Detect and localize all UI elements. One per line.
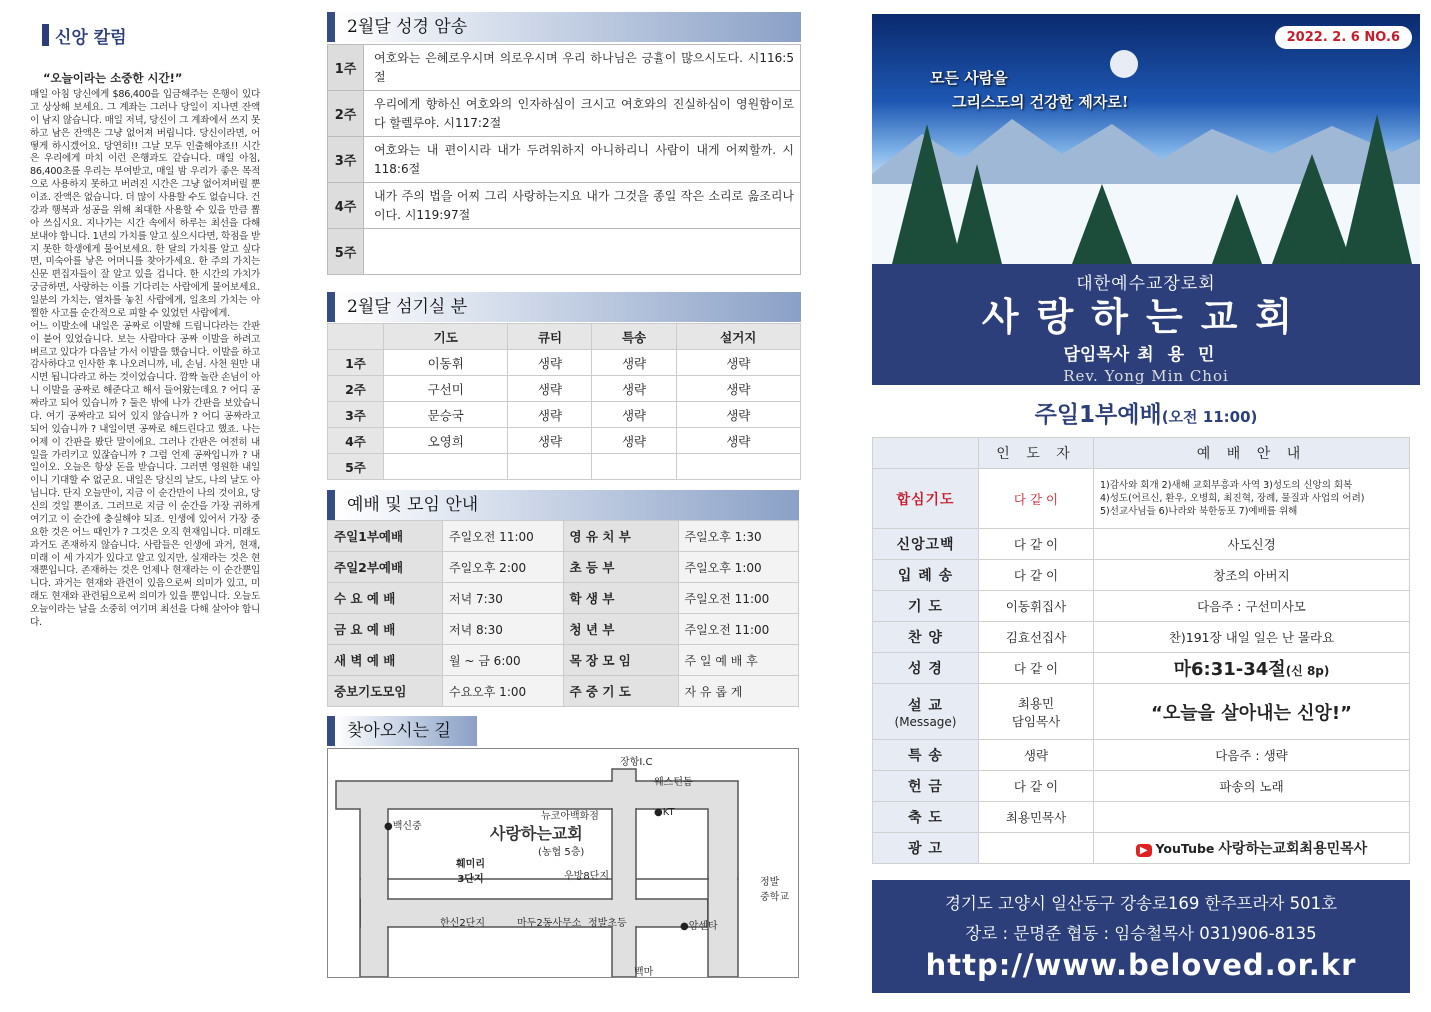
- verse-row: [328, 183, 801, 229]
- verse-row: [328, 91, 801, 137]
- worship-title: [872, 396, 1420, 429]
- meetings-heading-text: 예배 및 모임 안내: [347, 495, 479, 515]
- servers-cell: 생략: [508, 376, 592, 402]
- order-info: [1094, 833, 1410, 864]
- order-leader: [979, 529, 1094, 560]
- servers-cell: 생략: [592, 402, 676, 428]
- order-item-name: [873, 684, 979, 740]
- map-label: 정발초등: [588, 918, 627, 929]
- meeting-name: 수 요 예 배: [328, 583, 443, 614]
- map-label: 한신2단지: [440, 918, 486, 929]
- order-item-label: 합심기도: [896, 491, 955, 508]
- meeting-row: [328, 614, 799, 645]
- worship-time: (오전 11:00): [1161, 408, 1258, 426]
- order-leader-name: 이동휘집사: [1005, 599, 1067, 614]
- order-item-name: [873, 802, 979, 833]
- order-leader: [979, 622, 1094, 653]
- meeting-name: 주일2부예배: [328, 552, 443, 583]
- meeting-time: 주일오전 11:00: [678, 614, 799, 645]
- order-leader: [979, 653, 1094, 684]
- order-leader: [979, 684, 1094, 740]
- order-item-name: [873, 469, 979, 529]
- worship-order-table: [872, 437, 1410, 864]
- servers-heading: [327, 292, 801, 322]
- order-info: [1094, 771, 1410, 802]
- meeting-name: 중보기도모임: [328, 676, 443, 707]
- meeting-time: 주일오후 1:30: [678, 521, 799, 552]
- servers-cell: 생략: [508, 428, 592, 454]
- meeting-time: 주일오전 11:00: [678, 583, 799, 614]
- map-label: 백마: [634, 967, 654, 978]
- meeting-name: 주일1부예배: [328, 521, 443, 552]
- order-info-text: 마6:31-34절: [1173, 659, 1286, 680]
- servers-cell: [508, 454, 592, 480]
- order-leader-title: 담임목사: [1011, 713, 1061, 729]
- order-info: [1094, 684, 1410, 740]
- meeting-name: 학 생 부: [563, 583, 678, 614]
- meeting-time: 저녁 7:30: [443, 583, 564, 614]
- order-col-header: 예 배 안 내: [1094, 438, 1410, 469]
- servers-cell: 생략: [592, 428, 676, 454]
- order-info-text: 창조의 아버지: [1213, 568, 1290, 583]
- order-info-text: 파송의 노래: [1219, 779, 1284, 794]
- meetings-heading: [327, 490, 799, 520]
- denomination: 대한예수교장로회: [1076, 274, 1216, 294]
- order-info-text: 1)감사와 회개 2)새해 교회부흥과 사역 3)성도의 신앙의 회복 4)성도(어르신, 환우, 오병희, 최진혁, 장례, 물질과 사업의 어려) 5)선교사님들 6)나라와 북한동포 7)예배를 위해: [1100, 480, 1365, 517]
- slogan-line: 모든 사람을: [930, 69, 1008, 87]
- map-label: ●KT: [654, 807, 675, 818]
- meeting-time: 자 유 롭 게: [678, 676, 799, 707]
- order-item-label: 광 고: [908, 841, 943, 857]
- order-info: [1094, 560, 1410, 591]
- servers-col-header: 설거지: [676, 324, 800, 350]
- servers-cell: 문승국: [384, 402, 508, 428]
- order-leader-name: 최용민: [1017, 695, 1055, 711]
- faith-column: [30, 22, 260, 630]
- meeting-name: 주 중 기 도: [563, 676, 678, 707]
- servers-heading-text: 2월달 섬기실 분: [347, 297, 468, 317]
- servers-week: 4주: [328, 428, 384, 454]
- servers-week: 1주: [328, 350, 384, 376]
- pastor-english: Rev. Yong Min Choi: [1063, 367, 1229, 385]
- map-label: ●암센타: [680, 921, 718, 932]
- servers-week: 2주: [328, 376, 384, 402]
- servers-row: [328, 454, 801, 480]
- verse-text: 우리에게 향하신 여호와의 인자하심이 크시고 여호와의 진실하심이 영원함이로다 할렐루야. 시117:2절: [364, 91, 801, 137]
- meeting-name: 새 벽 예 배: [328, 645, 443, 676]
- meeting-row: [328, 676, 799, 707]
- column-title: “오늘이라는 소중한 시간!”: [43, 71, 183, 85]
- order-item-label: 입 례 송: [897, 568, 954, 584]
- servers-week: 5주: [328, 454, 384, 480]
- servers-cell: [676, 454, 800, 480]
- map-label: 마두2동사무소: [517, 918, 582, 929]
- verse-week: 1주: [328, 45, 364, 91]
- servers-row: [328, 428, 801, 454]
- map-roads: [328, 749, 798, 977]
- order-row: [873, 740, 1410, 771]
- order-info-small: (신 8p): [1285, 664, 1330, 678]
- servers-cell: [592, 454, 676, 480]
- map-label: 우방8단지: [564, 871, 610, 882]
- verse-text: 여호와는 은혜로우시며 의로우시며 우리 하나님은 긍휼이 많으시도다. 시116:5절: [364, 45, 801, 91]
- map-church-label: 사랑하는교회: [490, 824, 583, 843]
- map-label: 장항I.C: [620, 757, 653, 768]
- order-row: [873, 529, 1410, 560]
- meetings-table: [327, 520, 799, 707]
- verse-week: 3주: [328, 137, 364, 183]
- youtube-brand: YouTube: [1155, 841, 1215, 856]
- map-label: 훼미리 3단지: [456, 859, 485, 885]
- servers-row: [328, 402, 801, 428]
- verse-text: [364, 229, 801, 275]
- website-link[interactable]: http://www.beloved.or.kr: [925, 948, 1357, 982]
- column-heading: [42, 22, 260, 48]
- order-info-text: 사랑하는교회최용민목사: [1218, 841, 1368, 857]
- order-item-name: [873, 653, 979, 684]
- order-item-name: [873, 622, 979, 653]
- order-row: [873, 560, 1410, 591]
- map-label: ●백신중: [384, 821, 422, 832]
- order-leader: [979, 802, 1094, 833]
- order-item-label: 기 도: [908, 599, 943, 615]
- meeting-row: [328, 583, 799, 614]
- order-col-header: 인 도 자: [979, 438, 1094, 469]
- servers-col-header: 큐티: [508, 324, 592, 350]
- order-item-sublabel: (Message): [894, 714, 957, 729]
- order-item-label: 헌 금: [908, 779, 943, 795]
- servers-cell: 생략: [508, 350, 592, 376]
- meeting-time: 월 ~ 금 6:00: [443, 645, 564, 676]
- order-leader-name: 다 같 이: [1013, 537, 1059, 552]
- meeting-name: 금 요 예 배: [328, 614, 443, 645]
- map-label-text: 백신중: [392, 821, 422, 832]
- map-label: 웨스턴돔: [654, 777, 693, 788]
- servers-row: [328, 376, 801, 402]
- footer: [872, 880, 1410, 993]
- order-item-label: 신앙고백: [896, 537, 955, 553]
- verses-table: [327, 44, 801, 275]
- servers-row: [328, 350, 801, 376]
- order-item-name: [873, 833, 979, 864]
- servers-cell: 구선미: [384, 376, 508, 402]
- order-row: [873, 469, 1410, 529]
- order-row: [873, 591, 1410, 622]
- order-leader: [979, 591, 1094, 622]
- order-leader-name: 김효선집사: [1005, 630, 1067, 645]
- order-item-name: [873, 560, 979, 591]
- youtube-icon[interactable]: ▶: [1136, 844, 1152, 857]
- meeting-row: [328, 521, 799, 552]
- order-leader: [979, 833, 1094, 864]
- map-label: 정발 중학교: [760, 877, 789, 903]
- servers-col-header: 기도: [384, 324, 508, 350]
- order-item-name: [873, 740, 979, 771]
- meeting-time: 주일오후 1:00: [678, 552, 799, 583]
- order-row: [873, 802, 1410, 833]
- order-leader: [979, 740, 1094, 771]
- servers-cell: 생략: [592, 376, 676, 402]
- servers-col-header: [328, 324, 384, 350]
- pastor-label: 담임목사: [1063, 345, 1130, 365]
- pastor-line: [872, 340, 1420, 365]
- order-info: [1094, 591, 1410, 622]
- order-leader-name: 다 같 이: [1013, 661, 1059, 676]
- order-leader-name: 다 같 이: [1013, 779, 1059, 794]
- servers-cell: 생략: [676, 428, 800, 454]
- map-label: (농협 5층): [538, 847, 585, 858]
- contact: 장로 : 문명준 협동 : 임승철목사 031)906-8135: [965, 924, 1317, 943]
- directions-map: [327, 748, 799, 978]
- order-leader-name: 생략: [1023, 748, 1049, 763]
- order-leader-name: 다 같 이: [1013, 491, 1059, 507]
- order-info-text: 다음주 : 구선미사모: [1197, 599, 1306, 614]
- order-item-name: [873, 529, 979, 560]
- verse-row: [328, 45, 801, 91]
- meeting-time: 주 일 예 배 후: [678, 645, 799, 676]
- slogan: [930, 66, 1128, 114]
- order-info-text: 사도신경: [1227, 537, 1276, 552]
- map-label: 뉴코아백화점: [541, 811, 599, 822]
- church-banner: [872, 264, 1420, 385]
- column-heading-text: 신앙 칼럼: [55, 27, 127, 48]
- map-label-text: 암센타: [688, 921, 718, 932]
- order-info: [1094, 740, 1410, 771]
- verse-week: 4주: [328, 183, 364, 229]
- servers-cell: [384, 454, 508, 480]
- order-item-label: 축 도: [908, 810, 943, 826]
- slogan-line: 그리스도의 건강한 제자로!: [952, 93, 1129, 111]
- worship-title-text: 주일1부예배: [1034, 402, 1162, 428]
- servers-cell: 오영희: [384, 428, 508, 454]
- order-item-label: 찬 양: [908, 630, 943, 646]
- order-leader: [979, 469, 1094, 529]
- heading-bar: [42, 24, 49, 46]
- order-row: [873, 833, 1410, 864]
- servers-cell: 이동휘: [384, 350, 508, 376]
- verse-row: [328, 137, 801, 183]
- order-row: [873, 684, 1410, 740]
- order-info: [1094, 469, 1410, 529]
- order-header-row: [873, 438, 1410, 469]
- order-leader: [979, 560, 1094, 591]
- pastor-name: 최용민: [1137, 345, 1229, 365]
- order-info: [1094, 802, 1410, 833]
- order-info-text: “오늘을 살아내는 신앙!”: [1151, 702, 1352, 724]
- order-item-name: [873, 591, 979, 622]
- meeting-row: [328, 552, 799, 583]
- verse-week: 2주: [328, 91, 364, 137]
- order-info-text: 다음주 : 생략: [1215, 748, 1288, 763]
- meeting-name: 청 년 부: [563, 614, 678, 645]
- order-item-name: [873, 771, 979, 802]
- order-item-label: 특 송: [908, 748, 943, 764]
- verse-text: 여호와는 내 편이시라 내가 두려워하지 아니하리니 사람이 내게 어찌할까. 시118:6절: [364, 137, 801, 183]
- servers-header-row: [328, 324, 801, 350]
- servers-table: [327, 323, 801, 480]
- order-row: [873, 771, 1410, 802]
- meeting-name: 초 등 부: [563, 552, 678, 583]
- order-info: [1094, 622, 1410, 653]
- servers-col-header: 특송: [592, 324, 676, 350]
- address: 경기도 고양시 일산동구 강송로169 한주프라자 501호: [944, 894, 1338, 913]
- meeting-time: 주일오전 11:00: [443, 521, 564, 552]
- meeting-time: 저녁 8:30: [443, 614, 564, 645]
- meeting-time: 수요오후 1:00: [443, 676, 564, 707]
- verse-row: [328, 229, 801, 275]
- verses-heading-text: 2월달 성경 암송: [347, 17, 468, 37]
- map-heading-text: 찾아오시는 길: [347, 721, 451, 741]
- meeting-time: 주일오후 2:00: [443, 552, 564, 583]
- order-leader-name: 최용민목사: [1005, 810, 1067, 825]
- order-leader-name: 다 같 이: [1013, 568, 1059, 583]
- issue-date: 2022. 2. 6 NO.6: [1275, 26, 1412, 49]
- order-row: [873, 653, 1410, 684]
- meeting-name: 영 유 치 부: [563, 521, 678, 552]
- order-leader: [979, 771, 1094, 802]
- order-header-blank: [873, 438, 979, 469]
- winter-landscape: [872, 14, 1420, 264]
- verse-week: 5주: [328, 229, 364, 275]
- servers-cell: 생략: [508, 402, 592, 428]
- verse-text: 내가 주의 법을 어찌 그리 사랑하는지요 내가 그것을 종일 작은 소리로 읊조리나이다. 시119:97절: [364, 183, 801, 229]
- cover-image: [872, 14, 1420, 264]
- column-body: 매일 아침 당신에게 $86,400을 입금해주는 은행이 있다고 상상해 보세요. 그 계좌는 그러나 당일이 지나면 잔액이 남지 않습니다. 매일 저녁, 당신이 그 계좌에서 쓰지 못하고 남은 잔액은 그냥 없어져 버립니다. 당신이라면, 어떻게 하시겠어요. 당연히!! 그날 모두 인출해야죠!! 시간은 우리에게 마치 이런 은행과도 같습니다. 매일 아침, 86,400초를 우리는 부여받고, 매일 밤 우리가 좋은 목적으로 사용하지 못하고 버려진 시간은 그냥 없어져버릴 뿐이죠. 잔액은 없습니다. 더 많이 사용할 수도 없습니다. 건강과 행복과 성공을 위해 최대한 사용할 수 있을 만큼 뽑아 쓰십시요. 지나가는 시간 속에서 하루는 최선을 다해 보내야 합니다. 1년의 가치를 알고 싶으시다면, 학점을 받지 못한 학생에게 물어보세요. 한 달의 가치를 알고 싶다면, 미숙아를 낳은 어머니를 찾아가세요. 한 주의 가치는 신문 편집자들이 잘 알고 있을 겁니다. 한 시간의 가치가 궁금하면, 사랑하는 이를 기다리는 사람에게 물어보세요. 일분의 가치는, 열차를 놓친 사람에게, 일초의 가치는 아찔한 사고를 순간적으로 피할 수 있었던 사람에게. 어느 이발소에 내일은 공짜로 이발해 드립니다라는 간판이 붙어 있었습니다. 보는 사람마다 공짜 이발을 하려고 벼르고 있다가 다음날 가서 이발을 했습니다. 이발을 하고 감사하다고 인사한 후 나오려니까, 네, 손님. 사천 원만 내시면 됩니다라고 하는 것이었습니다. 깜짝 놀란 손님이 아니 이발을 공짜로 해준다고 해서 들어왔는데요 ? 어디 공짜라고 되어 있습니까 ? 둘은 밖에 나가 간판을 보았습니다. 여기 공짜라고 되어 있지 않습니까 ? 어디 공짜라고 되어 있습니까 ? 내일이면 공짜로 해드린다고 했죠. 나는 어제 이 간판을 봤단 말이에요. 그러나 간판은 여전히 내일을 가리키고 있잖습니까 ? 그럼 언제 공짜입니까 ? 내일이오. 오늘은 항상 돈을 받습니다. 그러면 영원한 내일이니 기대할 수 없군요. 내일은 당신의 날도, 나의 날도 아닙니다. 단지 오늘만이, 지금 이 순간만이 나의 것이요, 당신의 것일 뿐이죠. 그러므로 지금 이 순간을 가장 귀하게 여기고 이 순간에 충실해야 되죠. 인생에 있어서 가장 중요한 것은 어느 때인가 ? 그것은 오직 현재입니다. 미래도 과거도 존재하지 않습니다. 사람들은 인생에 과거, 현재, 미래 이 세 가지가 있다고 알고 있지만, 실재라는 것은 현재뿐입니다. 존재하는 것은 언제나 현재라는 이 순간뿐입니다. 과거는 현재와 관련이 있음으로써 의미가 있고, 미래도 현재와 관련됨으로써 의미가 있을 뿐입니다. 오늘도 오늘이라는 날을 소중히 여기며 최선을 다해 살아야 합니다.: [30, 89, 260, 628]
- servers-cell: 생략: [676, 350, 800, 376]
- church-name: 사랑하는교회: [981, 295, 1311, 339]
- servers-cell: 생략: [676, 402, 800, 428]
- servers-week: 3주: [328, 402, 384, 428]
- map-heading: [327, 716, 477, 746]
- servers-cell: 생략: [592, 350, 676, 376]
- order-info: [1094, 529, 1410, 560]
- order-row: [873, 622, 1410, 653]
- meeting-name: 목 장 모 임: [563, 645, 678, 676]
- verses-heading: [327, 12, 801, 42]
- meeting-row: [328, 645, 799, 676]
- order-info: [1094, 653, 1410, 684]
- order-item-label: 성 경: [908, 661, 943, 677]
- order-info-text: 찬)191장 내일 일은 난 몰라요: [1168, 630, 1335, 645]
- order-item-label: 설 교: [908, 697, 943, 714]
- servers-cell: 생략: [676, 376, 800, 402]
- map-label-text: KT: [662, 807, 675, 818]
